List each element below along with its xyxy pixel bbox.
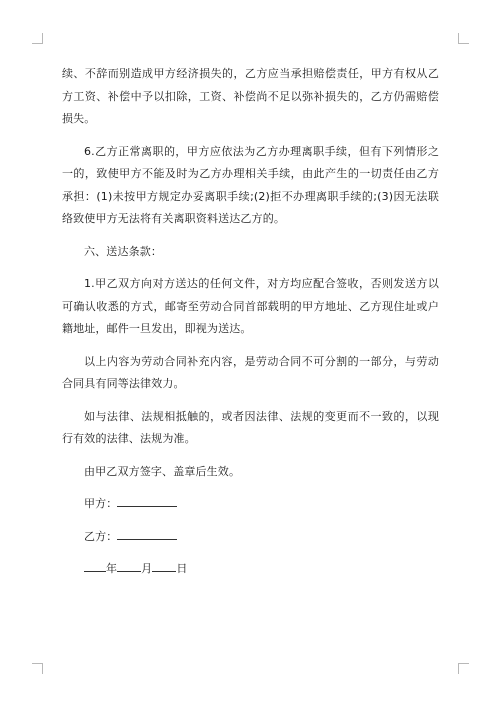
paragraph-law-conflict: 如与法律、法规相抵触的，或者因法律、法规的变更而不一致的，以现行有效的法律、法规为准。	[62, 409, 439, 445]
signature-party-a	[62, 493, 439, 516]
crop-mark-top-left	[32, 33, 43, 44]
paragraph-supplement-effect: 以上内容为劳动合同补充内容，是劳动合同不可分割的一部分，与劳动合同具有同等法律效力。	[62, 354, 439, 390]
year-blank[interactable]	[84, 559, 106, 572]
party-b-signature-blank[interactable]	[117, 527, 177, 540]
party-a-label: 甲方：	[84, 497, 118, 510]
paragraph-delivery-clause-1: 1.甲乙双方向对方送达的任何文件，对方均应配合签收，否则发送方以可确认收悉的方式，邮寄至劳动合同首部载明的甲方地址、乙方现住址或户籍地址，邮件一旦发出，即视为送达。	[62, 277, 439, 335]
day-label: 日	[176, 562, 188, 575]
paragraph-effective: 由甲乙双方签字、盖章后生效。	[84, 464, 241, 478]
paragraph-clause-6: 6.乙方正常离职的，甲方应依法为乙方办理离职手续，但有下列情形之一的，致使甲方不能及时为乙方办理相关手续，由此产生的一切责任由乙方承担：(1)未按甲方规定办妥离职手续;(2)拒不办理离职手续的;(3)因无法联络致使甲方无法将有关离职资料送达乙方的。	[62, 144, 439, 225]
signature-date	[62, 558, 439, 581]
document-body	[62, 63, 439, 591]
month-blank[interactable]	[117, 559, 141, 572]
crop-mark-bottom-left	[32, 663, 43, 674]
crop-mark-top-right	[458, 33, 469, 44]
party-a-signature-blank[interactable]	[117, 494, 177, 507]
paragraph-continuation: 续、不辞而别造成甲方经济损失的，乙方应当承担赔偿责任，甲方有权从乙方工资、补偿中予以扣除，工资、补偿尚不足以弥补损失的，乙方仍需赔偿损失。	[62, 67, 439, 125]
signature-party-b	[62, 526, 439, 549]
party-b-label: 乙方：	[84, 529, 118, 543]
section-heading-delivery: 六、送达条款：	[84, 244, 163, 258]
crop-mark-bottom-right	[458, 663, 469, 674]
day-blank[interactable]	[152, 559, 176, 572]
year-label: 年	[106, 562, 118, 575]
month-label: 月	[141, 562, 153, 575]
